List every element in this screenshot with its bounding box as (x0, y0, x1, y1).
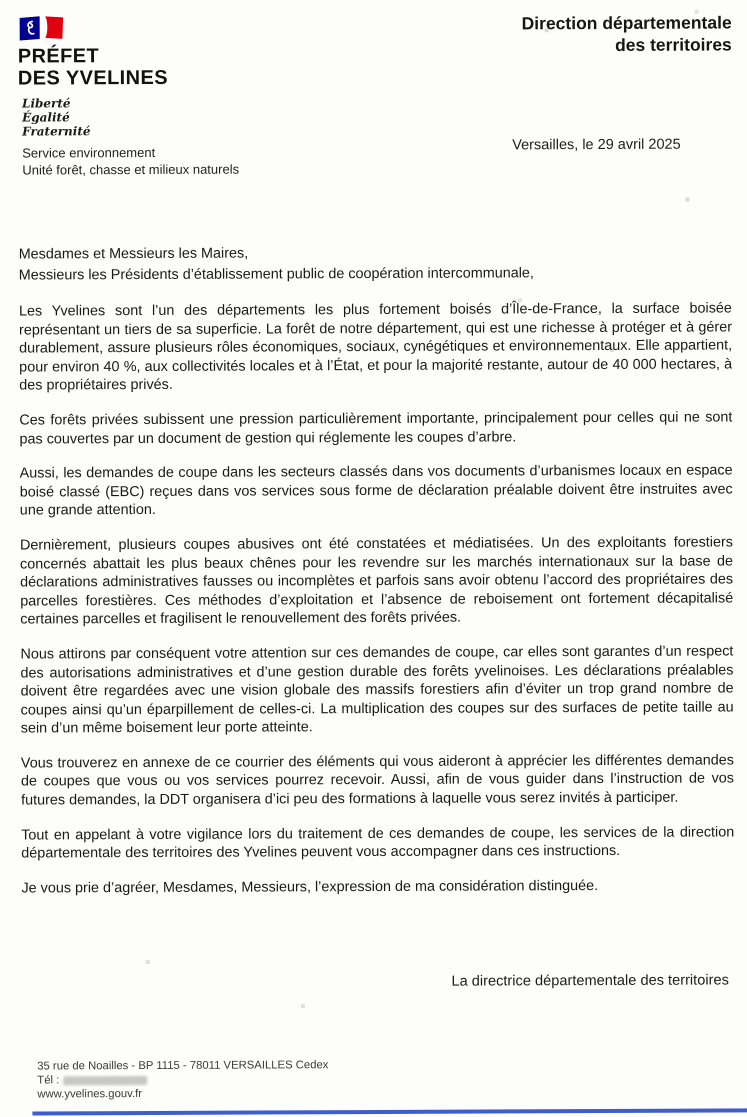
footer-tel (37, 1073, 328, 1088)
footer-rule (32, 1108, 747, 1115)
motto-line: Liberté (21, 96, 71, 111)
gov-name-line1: PRÉFET (17, 45, 100, 68)
letter-paragraph: Tout en appelant à votre vigilance lors du traitement de ces demandes de coupe, les services de la direction départementale des territoires des Yvelines peuvent vous accompagner dans ces instructions. (21, 824, 735, 862)
letter-paragraphs (19, 299, 735, 898)
service-line: Service environnement (22, 144, 156, 161)
gov-name-line2: DES YVELINES (17, 66, 169, 90)
gov-motto (22, 96, 168, 139)
salutation-line: Messieurs les Présidents d’établissement public de coopération intercommunale, (18, 265, 534, 284)
letter-paragraph: Ces forêts privées subissent une pression particulièrement importante, principalement pour celles qui ne sont pas couvertes par un document de gestion qui réglemente les coupes d’arbre. (19, 409, 733, 448)
french-flag-icon (19, 15, 65, 42)
service-block (22, 144, 239, 179)
signature-line: La directrice départementale des territoires (451, 972, 729, 990)
motto-line: Fraternité (22, 124, 91, 139)
letter-body (19, 241, 735, 898)
letter-paragraph: Dernièrement, plusieurs coupes abusives ont été constatées et médiatisées. Un des exploitants forestiers concernés abattait les plus beaux chênes pour les revendre sur les marchés internationaux sur la base de déclarations administratives fausses ou incomplètes et parfois sans avoir obtenu l’accord des propriétaires des parcelles forestières. Ces méthodes d’exploitation et l’absence de reboisement ont fortement décapitalisé certaines parcelles et fragilisent le renouvellement des forêts privées. (19, 534, 734, 628)
footer-website: www.yvelines.gouv.fr (37, 1087, 143, 1101)
letter-footer (37, 1059, 328, 1102)
direction-line: des territoires (615, 34, 732, 55)
direction-block (522, 11, 732, 56)
salutation-line: Mesdames et Messieurs les Maires, (18, 245, 249, 263)
letter-paragraph: Les Yvelines sont l’un des départements les plus fortement boisés d’Île-de-France, la surface boisée représentant un tiers de sa superficie. La forêt de notre département, qui est une richesse à protéger et à gérer durablement, assure plusieurs rôles économiques, sociaux, cynégétiques et environnementaux. Elle appartient, pour environ 40 %, aux collectivités locales et à l’État, et pour la majorité restante, autour de 40 000 hectares, à des propriétaires privés. (18, 300, 733, 394)
letter-paragraph: Nous attirons par conséquent votre attention sur ces demandes de coupe, car elles sont garantes d’un respect des autorisations administratives et d’une gestion durable des forêts yvelinoises. Les déclarations préalables doivent être regardées avec une vision globale des massifs forestiers afin d’éviter un trop grand nombre de coupes ainsi qu’un éparpillement de celles-ci. La multiplication des coupes sur des surfaces de petite taille au sein d’un même boisement leur porte atteinte. (20, 643, 734, 737)
redacted-phone-number (63, 1076, 147, 1085)
direction-line: Direction départementale (521, 12, 732, 34)
motto-line: Égalité (22, 110, 70, 125)
letter-paragraph: Je vous prie d’agréer, Mesdames, Messieurs, l’expression de ma considération distinguée. (21, 877, 599, 897)
dateline: Versailles, le 29 avril 2025 (512, 136, 681, 154)
letter-paragraph: Vous trouverez en annexe de ce courrier des éléments qui vous aideront à apprécier les différentes demandes de coupes que vous ou vos services pourrez recevoir. Aussi, afin de vous guider dans l’instruction de vos futures demandes, la DDT organisera d’ici peu des formations à laquelle vous serez invités à participer. (20, 752, 735, 809)
service-line: Unité forêt, chasse et milieux naturels (22, 161, 240, 178)
footer-address: 35 rue de Noailles - BP 1115 - 78011 VERSAILLES Cedex (37, 1059, 329, 1073)
footer-tel-label: Tél : (37, 1074, 60, 1087)
gov-name (18, 45, 168, 90)
gov-logo (18, 15, 169, 139)
salutation (19, 241, 732, 286)
letter-paragraph: Aussi, les demandes de coupe dans les secteurs classés dans vos documents d’urbanismes locaux en espace boisé classé (EBC) reçues dans vos services sous forme de déclaration préalable doivent être instruites avec une grande attention. (19, 462, 733, 519)
